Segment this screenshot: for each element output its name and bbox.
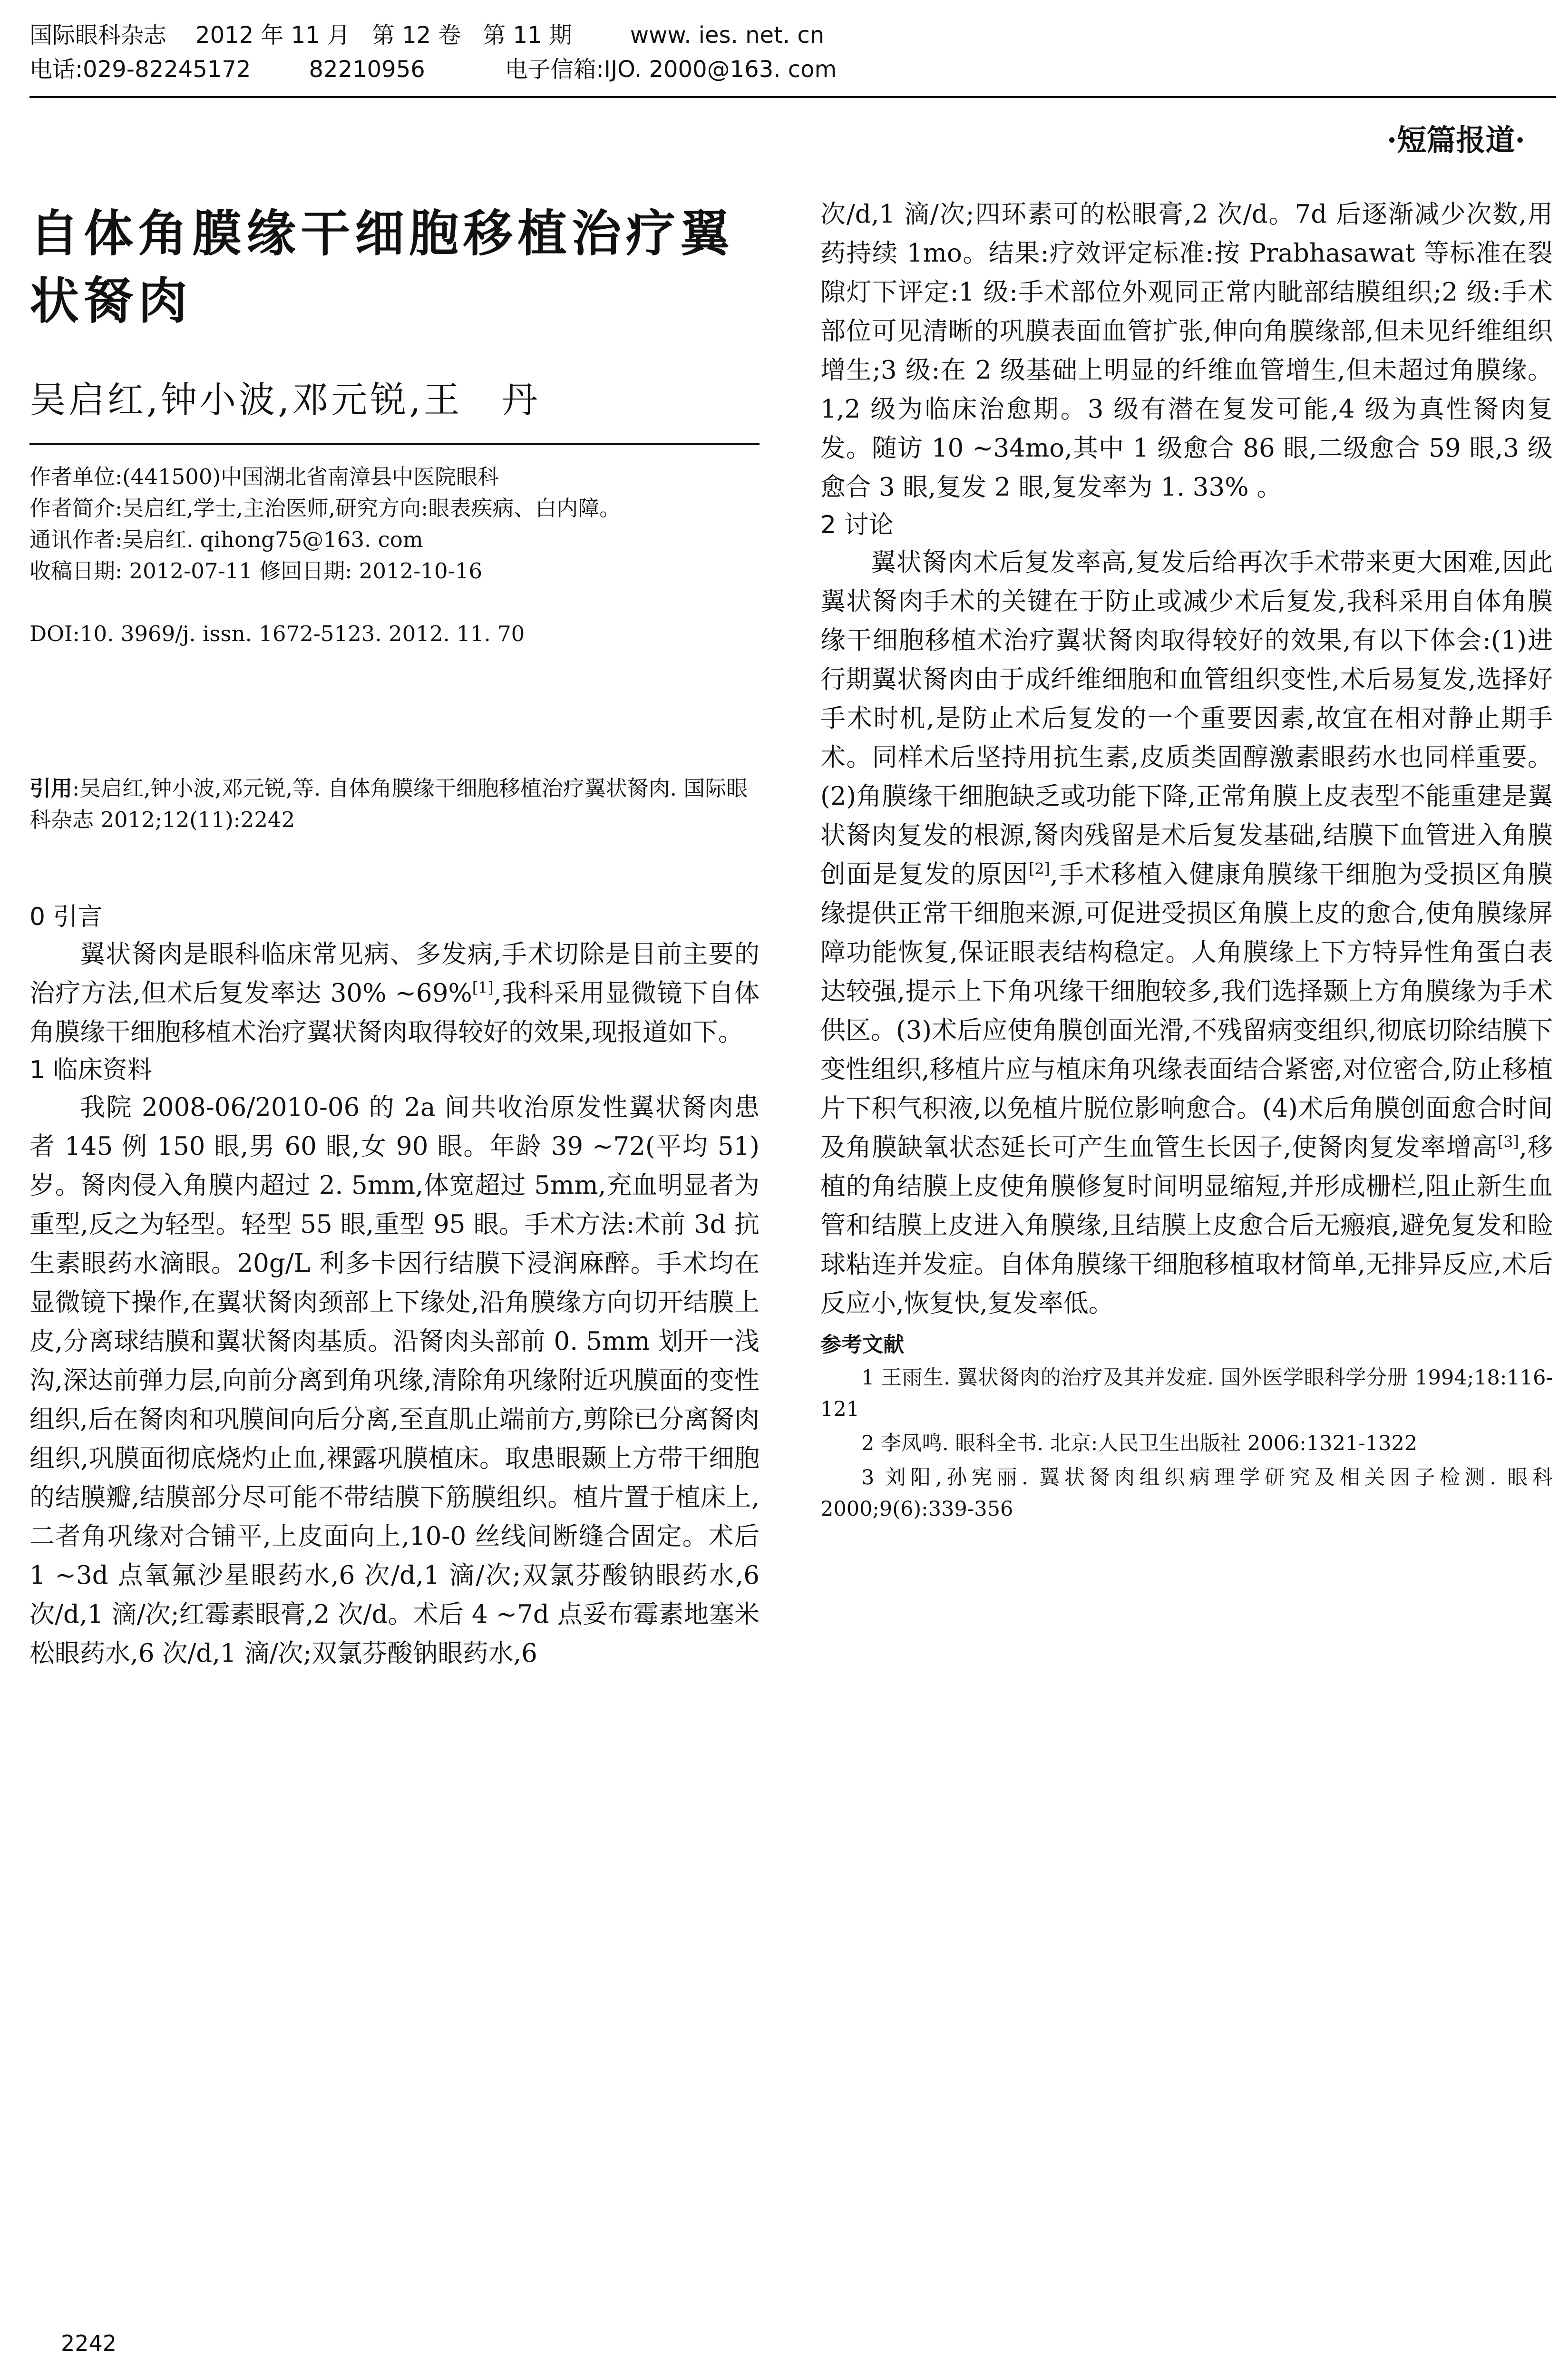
intro-heading: 0 引言	[29, 903, 103, 931]
author-rule	[29, 443, 760, 445]
ref-marker-1: [1]	[472, 979, 494, 997]
clinical-paragraph-continued: 次/d,1 滴/次;四环素可的松眼膏,2 次/d。7d 后逐渐减少次数,用药持续 1mo。结果:疗效评定标准:按 Prabhasawat 等标准在裂隙灯下评定:1 级:手术部位外观同正常内眦部结膜组织;2 级:手术部位可见清晰的巩膜表面血管扩张,伸向角膜缘部,但未见纤维组织增生;3 级:在 2 级基础上明显的纤维血管增生,但未超过角膜缘。1,2 级为临床治愈期。3 级有潜在复发可能,4 级为真性胬肉复发。随访 10 ~34mo,其中 1 级愈合 86 眼,二级愈合 59 眼,3 级愈合 3 眼,复发 2 眼,复发率为 1. 33% 。	[820, 200, 1553, 502]
left-column-body	[29, 899, 760, 1673]
article-title: 自体角膜缘干细胞移植治疗翼状胬肉	[29, 205, 735, 330]
corresponding-author: 通讯作者:吴启红. qihong75@163. com	[29, 527, 423, 552]
header-rule	[29, 96, 1556, 98]
affiliation: 作者单位:(441500)中国湖北省南漳县中医院眼科	[29, 464, 499, 489]
reference-item: 2 李凤鸣. 眼科全书. 北京:人民卫生出版社 2006:1321-1322	[861, 1432, 1418, 1455]
page-number: 2242	[61, 2330, 117, 2356]
citation	[29, 773, 760, 836]
author-bio: 作者简介:吴启红,学士,主治医师,研究方向:眼表疾病、白内障。	[29, 496, 621, 521]
discussion-paragraph: 翼状胬肉术后复发率高,复发后给再次手术带来更大困难,因此翼状胬肉手术的关键在于防止或减少术后复发,我科采用自体角膜缘干细胞移植术治疗翼状胬肉取得较好的效果,有以下体会:(1)进行期翼状胬肉由于成纤维细胞和血管组织变性,术后易复发,选择好手术时机,是防止术后复发的一个重要因素,故宜在相对静止期手术。同样术后坚持用抗生素,皮质类固醇激素眼药水也同样重要。(2)角膜缘干细胞缺乏或功能下降,正常角膜上皮表型不能重建是翼状胬肉复发的根源,胬肉残留是术后复发基础,结膜下血管进入角膜创面是复发的原因[2],手术移植入健康角膜缘干细胞为受损区角膜缘提供正常干细胞来源,可促进受损区角膜上皮的愈合,使角膜缘屏障功能恢复,保证眼表结构稳定。人角膜缘上下方特异性角蛋白表达较强,提示上下角巩缘干细胞较多,我们选择颞上方角膜缘为手术供区。(3)术后应使角膜创面光滑,不残留病变组织,彻底切除结膜下变性组织,移植片应与植床角巩缘表面结合紧密,对位密合,防止移植片下积气积液,以免植片脱位影响愈合。(4)术后角膜创面愈合时间及角膜缺氧状态延长可产生血管生长因子,使胬肉复发率增高[3],移植的角结膜上皮使角膜修复时间明显缩短,并形成栅栏,阻止新生血管和结膜上皮进入角膜缘,且结膜上皮愈合后无瘢痕,避免复发和睑球粘连并发症。自体角膜缘干细胞移植取材简单,无排异反应,术后反应小,恢复快,复发率低。	[820, 548, 1553, 1318]
header-line-journal: 国际眼科杂志 2012 年 11 月 第 12 卷 第 11 期 www. ies. net. cn	[29, 22, 825, 49]
discussion-heading: 2 讨论	[820, 511, 894, 539]
citation-label: 引用	[29, 776, 73, 801]
references-list	[820, 1362, 1553, 1525]
ref-marker-2: [2]	[1028, 860, 1051, 878]
reference-item: 1 王雨生. 翼状胬肉的治疗及其并发症. 国外医学眼科学分册 1994;18:116-121	[820, 1366, 1553, 1421]
references-title: 参考文献	[820, 1333, 904, 1357]
article-authors: 吴启红,钟小波,邓元锐,王 丹	[29, 379, 541, 421]
intro-paragraph: 翼状胬肉是眼科临床常见病、多发病,手术切除是目前主要的治疗方法,但术后复发率达 30% ~69%[1],我科采用显微镜下自体角膜缘干细胞移植术治疗翼状胬肉取得较好的效果,现报道如下。	[29, 940, 760, 1047]
header-line-contact: 电话:029-82245172 82210956 电子信箱:IJO. 2000@163. com	[29, 56, 837, 83]
article-metadata	[29, 461, 760, 650]
ref-marker-3: [3]	[1498, 1133, 1519, 1151]
doi: DOI:10. 3969/j. issn. 1672-5123. 2012. 11. 70	[29, 621, 525, 646]
journal-header	[29, 20, 1556, 88]
clinical-paragraph: 我院 2008-06/2010-06 的 2a 间共收治原发性翼状胬肉患者 145 例 150 眼,男 60 眼,女 90 眼。年龄 39 ~72(平均 51)岁。胬肉侵入角膜内超过 2. 5mm,体宽超过 5mm,充血明显者为重型,反之为轻型。轻型 55 眼,重型 95 眼。手术方法:术前 3d 抗生素眼药水滴眼。20g/L 利多卡因行结膜下浸润麻醉。手术均在显微镜下操作,在翼状胬肉颈部上下缘处,沿角膜缘方向切开结膜上皮,分离球结膜和翼状胬肉基质。沿胬肉头部前 0. 5mm 划开一浅沟,深达前弹力层,向前分离到角巩缘,清除角巩缘附近巩膜面的变性组织,后在胬肉和巩膜间向后分离,至直肌止端前方,剪除已分离胬肉组织,巩膜面彻底烧灼止血,裸露巩膜植床。取患眼颞上方带干细胞的结膜瓣,结膜部分尽可能不带结膜下筋膜组织。植片置于植床上,二者角巩缘对合铺平,上皮面向上,10-0 丝线间断缝合固定。术后 1 ~3d 点氧氟沙星眼药水,6 次/d,1 滴/次;双氯芬酸钠眼药水,6 次/d,1 滴/次;红霉素眼膏,2 次/d。术后 4 ~7d 点妥布霉素地塞米松眼药水,6 次/d,1 滴/次;双氯芬酸钠眼药水,6	[29, 1093, 760, 1668]
clinical-heading: 1 临床资料	[29, 1056, 152, 1084]
reference-item: 3 刘阳,孙宪丽. 翼状胬肉组织病理学研究及相关因子检测. 眼科 2000;9(6):339-356	[820, 1466, 1553, 1521]
section-tag: ·短篇报道·	[1386, 123, 1525, 157]
citation-text: :吴启红,钟小波,邓元锐,等. 自体角膜缘干细胞移植治疗翼状胬肉. 国际眼科杂志 2012;12(11):2242	[29, 776, 748, 832]
right-column-body	[820, 195, 1553, 1528]
received-revised-dates: 收稿日期: 2012-07-11 修回日期: 2012-10-16	[29, 558, 483, 584]
